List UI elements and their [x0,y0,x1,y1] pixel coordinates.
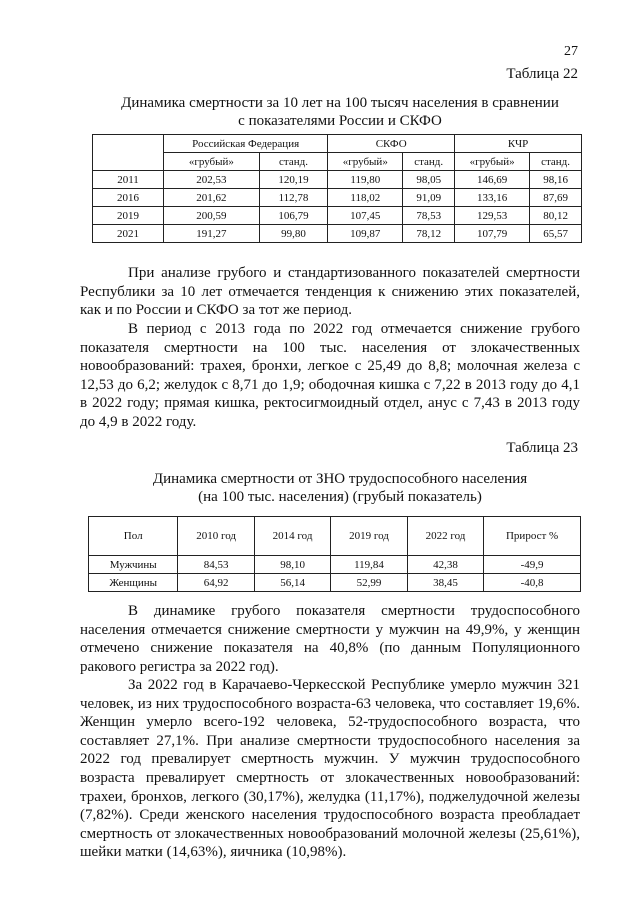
table-22-group-header [93,135,582,153]
row-year: 2019 [93,207,164,225]
cell: 56,14 [254,574,330,592]
cell: 78,12 [403,225,455,243]
sub-crude: «грубый» [164,153,260,171]
cell: 119,84 [331,556,407,574]
col-header: 2014 год [254,517,330,556]
row-year: 2016 [93,189,164,207]
paragraph-4: За 2022 год в Карачаево-Черкесской Республике умерло мужчин 321 человек, из них трудоспособного возраста-63 человека, что составляет 19,6%. Женщин умерло всего-192 человека, 52-трудоспособного возраста, что составляет 27,1%. При анализе смертности трудоспособного населения за 2022 год превалирует смертность мужчин. У мужчин трудоспособного возраста превалирует смертность от злокачественных новообразований: трахеи, бронхов, легкого (30,17%), желудка (11,17%), поджелудочной железы (7,82%). Среди женского населения трудоспособного возраста преобладает смертность от злокачественных новообразований молочной железы (25,61%), шейки матки (14,63%), яичника (10,98%). [80,677,580,861]
row-label: Женщины [89,574,178,592]
cell: 109,87 [328,225,403,243]
table-22-title [80,94,600,130]
cell: 98,16 [530,171,582,189]
row-year: 2011 [93,171,164,189]
cell: 107,79 [455,225,530,243]
sub-std: станд. [403,153,455,171]
cell: 191,27 [164,225,260,243]
sub-crude: «грубый» [328,153,403,171]
table-23-header [89,517,581,556]
col-header: Прирост % [484,517,581,556]
cell: -49,9 [484,556,581,574]
table-22-label: Таблица 22 [506,66,578,82]
col-header: 2022 год [407,517,483,556]
cell: 202,53 [164,171,260,189]
paragraph-2: В период с 2013 года по 2022 год отмечается снижение грубого показателя смертности на 100 тыс. населения от злокачественных новообразований: трахея, бронхи, легкое с 25,49 до 8,8; молочная железа с 12,53 до 6,2; желудок с 8,71 до 1,9; ободочная кишка с 7,22 в 2013 году до 4,1 в 2022 году; прямая кишка, ректосигмоидный отдел, анус с 7,43 в 2013 году до 4,9 в 2022 году. [80,321,580,430]
table-23-title-line2: (на 100 тыс. населения) (грубый показатель) [198,489,482,505]
cell: 106,79 [259,207,327,225]
table-row [93,225,582,243]
group-rf: Российская Федерация [164,135,328,153]
table-row [93,189,582,207]
table-22-title-line1: Динамика смертности за 10 лет на 100 тысяч населения в сравнении [121,95,559,111]
row-label: Мужчины [89,556,178,574]
table-23 [88,516,581,592]
sub-crude: «грубый» [455,153,530,171]
group-kchr: КЧР [455,135,582,153]
sub-std: станд. [530,153,582,171]
table-row [93,171,582,189]
cell: 84,53 [178,556,254,574]
cell: 87,69 [530,189,582,207]
table-22-title-line2: с показателями России и СКФО [238,113,442,129]
table-23-label: Таблица 23 [506,440,578,456]
cell: 80,12 [530,207,582,225]
cell: 64,92 [178,574,254,592]
cell: 107,45 [328,207,403,225]
cell: 200,59 [164,207,260,225]
row-year: 2021 [93,225,164,243]
cell: -40,8 [484,574,581,592]
cell: 38,45 [407,574,483,592]
sub-std: станд. [259,153,327,171]
table-22-corner [93,135,164,171]
paragraph-1: При анализе грубого и стандартизованного показателей смертности Республики за 10 лет отмечается тенденция к снижению этих показателей, как и по России и СКФО за тот же период. [80,265,580,319]
table-22 [92,134,582,243]
col-header: 2019 год [331,517,407,556]
cell: 201,62 [164,189,260,207]
table-row [89,556,581,574]
group-skfo: СКФО [328,135,455,153]
table-23-title [80,470,600,506]
cell: 65,57 [530,225,582,243]
cell: 118,02 [328,189,403,207]
cell: 91,09 [403,189,455,207]
page-number: 27 [564,44,578,59]
cell: 78,53 [403,207,455,225]
table-row [93,207,582,225]
cell: 98,10 [254,556,330,574]
cell: 52,99 [331,574,407,592]
col-header: Пол [89,517,178,556]
table-22-sub-header [93,153,582,171]
cell: 133,16 [455,189,530,207]
paragraph-3: В динамике грубого показателя смертности трудоспособного населения отмечается снижение смертности у мужчин на 49,9%, у женщин отмечено снижение показателя на 40,8% (по данным Популяционного ракового регистра за 2022 год). [80,603,580,675]
cell: 42,38 [407,556,483,574]
cell: 112,78 [259,189,327,207]
cell: 146,69 [455,171,530,189]
cell: 99,80 [259,225,327,243]
cell: 119,80 [328,171,403,189]
cell: 120,19 [259,171,327,189]
table-row [89,574,581,592]
col-header: 2010 год [178,517,254,556]
cell: 129,53 [455,207,530,225]
cell: 98,05 [403,171,455,189]
table-23-title-line1: Динамика смертности от ЗНО трудоспособного населения [152,471,528,487]
